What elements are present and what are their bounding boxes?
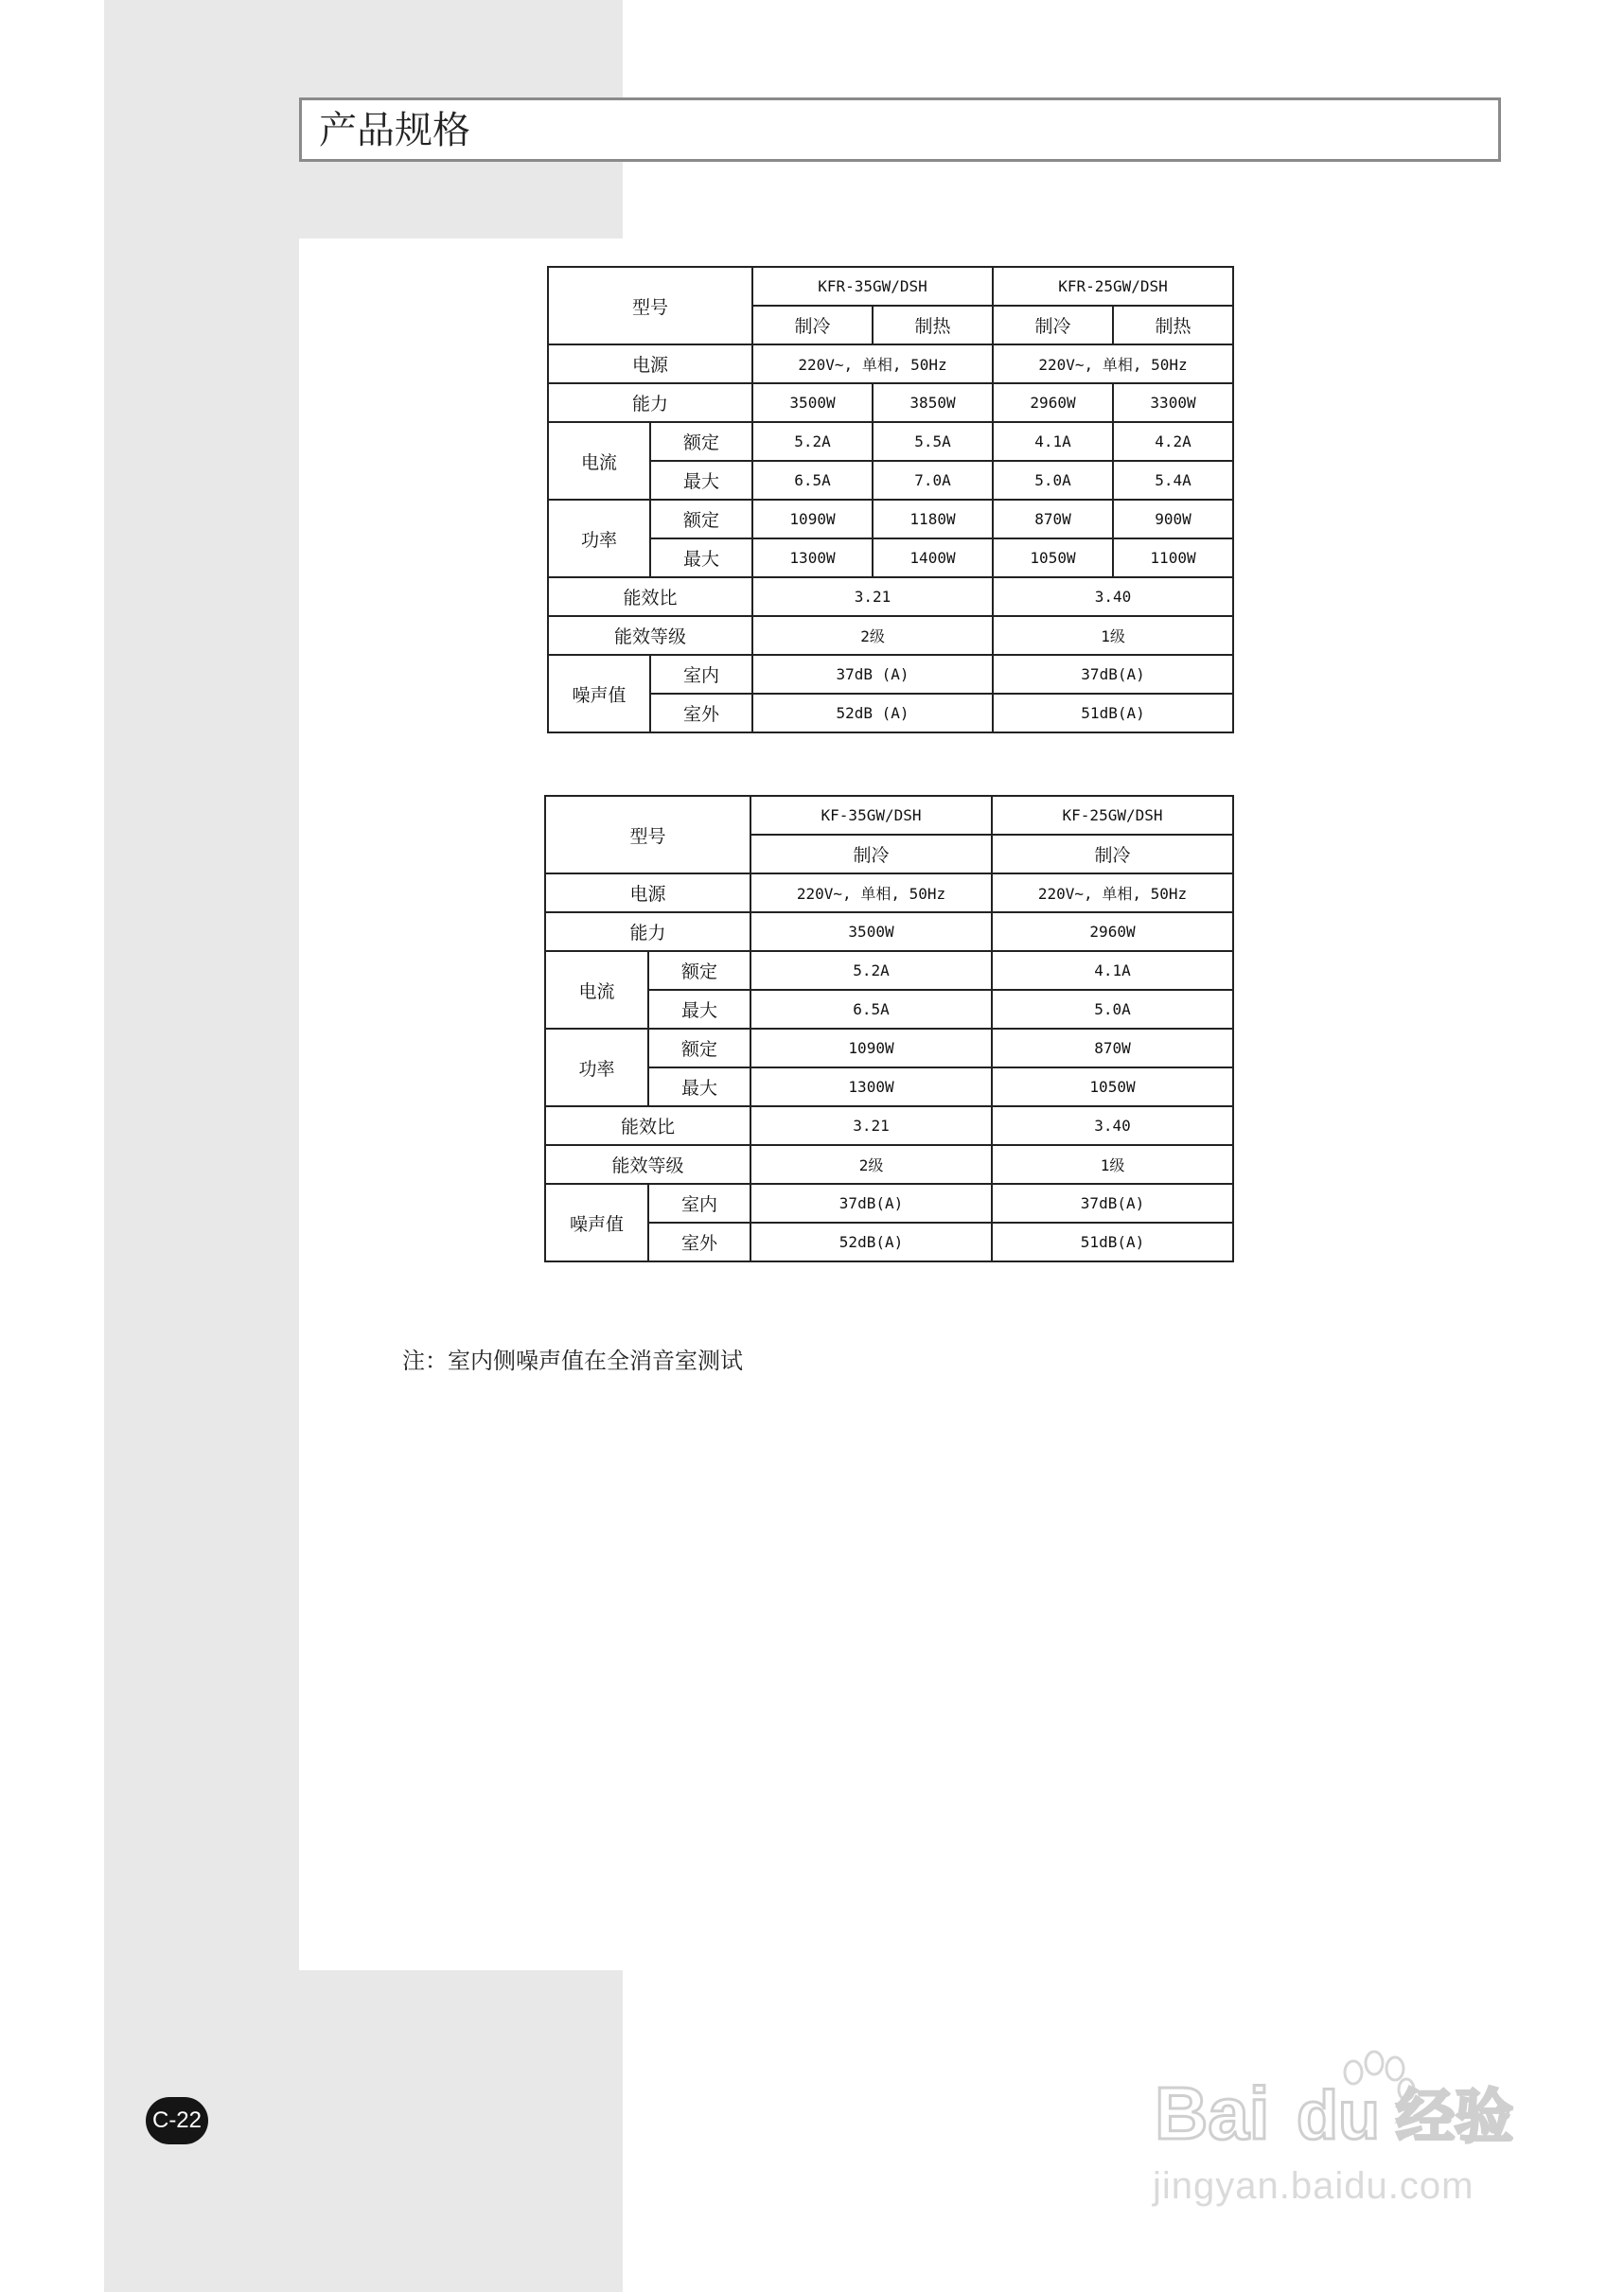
power-supply-value: 220V~, 单相, 50Hz [750,873,992,912]
current-rated-value: 4.1A [992,951,1233,990]
indoor-label: 室内 [648,1184,750,1223]
model-name: KFR-35GW/DSH [752,267,993,306]
baidu-watermark-logo [1155,2044,1533,2158]
power-supply-label: 电源 [548,344,752,383]
spec-table-kfr [547,266,1234,733]
power-max-value: 1050W [993,538,1113,577]
power-label: 功率 [545,1029,648,1106]
rated-label: 额定 [648,951,750,990]
power-max-value: 1050W [992,1067,1233,1106]
current-max-value: 5.0A [992,990,1233,1029]
power-supply-value: 220V~, 单相, 50Hz [752,344,993,383]
indoor-label: 室内 [650,655,752,694]
power-rated-value: 1180W [873,500,993,538]
eer-value: 3.21 [752,577,993,616]
power-label: 功率 [548,500,650,577]
max-label: 最大 [648,1067,750,1106]
eer-label: 能效比 [548,577,752,616]
capacity-value: 2960W [993,383,1113,422]
rated-label: 额定 [650,422,752,461]
outdoor-label: 室外 [648,1223,750,1261]
max-label: 最大 [650,461,752,500]
efficiency-grade-label: 能效等级 [548,616,752,655]
current-label: 电流 [548,422,650,500]
efficiency-grade-value: 2级 [752,616,993,655]
eer-value: 3.40 [992,1106,1233,1145]
eer-value: 3.40 [993,577,1233,616]
max-label: 最大 [650,538,752,577]
watermark-jingyan-text: 经验 [1396,2082,1514,2151]
power-supply-value: 220V~, 单相, 50Hz [993,344,1233,383]
model-name: KF-25GW/DSH [992,796,1233,835]
power-supply-value: 220V~, 单相, 50Hz [992,873,1233,912]
noise-outdoor-value: 52dB (A) [752,694,993,732]
noise-indoor-value: 37dB(A) [992,1184,1233,1223]
current-max-value: 5.4A [1113,461,1233,500]
efficiency-grade-value: 1级 [993,616,1233,655]
efficiency-grade-label: 能效等级 [545,1145,750,1184]
power-rated-value: 1090W [752,500,873,538]
model-label: 型号 [548,267,752,344]
watermark-du-text: du [1297,2078,1380,2154]
power-rated-value: 870W [993,500,1113,538]
mode-cell: 制冷 [992,835,1233,873]
current-max-value: 6.5A [752,461,873,500]
noise-outdoor-value: 51dB(A) [993,694,1233,732]
current-max-value: 6.5A [750,990,992,1029]
power-rated-value: 870W [992,1029,1233,1067]
power-rated-value: 1090W [750,1029,992,1067]
noise-outdoor-value: 51dB(A) [992,1223,1233,1261]
footnote: 注：室内侧噪声值在全消音室测试 [402,1348,743,1374]
mode-cell: 制冷 [752,306,873,344]
current-rated-value: 4.2A [1113,422,1233,461]
noise-outdoor-value: 52dB(A) [750,1223,992,1261]
noise-indoor-value: 37dB (A) [752,655,993,694]
power-max-value: 1100W [1113,538,1233,577]
efficiency-grade-value: 1级 [992,1145,1233,1184]
mode-cell: 制热 [873,306,993,344]
current-max-value: 5.0A [993,461,1113,500]
eer-value: 3.21 [750,1106,992,1145]
current-rated-value: 4.1A [993,422,1113,461]
power-max-value: 1400W [873,538,993,577]
spec-table-kf [544,795,1234,1262]
mode-cell: 制冷 [750,835,992,873]
model-name: KFR-25GW/DSH [993,267,1233,306]
power-rated-value: 900W [1113,500,1233,538]
power-max-value: 1300W [752,538,873,577]
rated-label: 额定 [650,500,752,538]
watermark-bai-text: Bai [1155,2072,1270,2155]
watermark-url: jingyan.baidu.com [1153,2165,1474,2207]
mode-cell: 制热 [1113,306,1233,344]
noise-indoor-value: 37dB(A) [993,655,1233,694]
outdoor-label: 室外 [650,694,752,732]
current-label: 电流 [545,951,648,1029]
capacity-value: 2960W [992,912,1233,951]
current-rated-value: 5.2A [750,951,992,990]
noise-label: 噪声值 [548,655,650,732]
page-title: 产品规格 [319,109,470,152]
capacity-value: 3300W [1113,383,1233,422]
efficiency-grade-value: 2级 [750,1145,992,1184]
capacity-label: 能力 [548,383,752,422]
capacity-value: 3500W [750,912,992,951]
capacity-label: 能力 [545,912,750,951]
power-supply-label: 电源 [545,873,750,912]
current-rated-value: 5.2A [752,422,873,461]
current-rated-value: 5.5A [873,422,993,461]
max-label: 最大 [648,990,750,1029]
current-max-value: 7.0A [873,461,993,500]
capacity-value: 3500W [752,383,873,422]
noise-label: 噪声值 [545,1184,648,1261]
model-name: KF-35GW/DSH [750,796,992,835]
model-label: 型号 [545,796,750,873]
noise-indoor-value: 37dB(A) [750,1184,992,1223]
eer-label: 能效比 [545,1106,750,1145]
rated-label: 额定 [648,1029,750,1067]
capacity-value: 3850W [873,383,993,422]
section-title-box [299,97,1501,162]
power-max-value: 1300W [750,1067,992,1106]
mode-cell: 制冷 [993,306,1113,344]
page-number-badge: C-22 [146,2097,208,2144]
